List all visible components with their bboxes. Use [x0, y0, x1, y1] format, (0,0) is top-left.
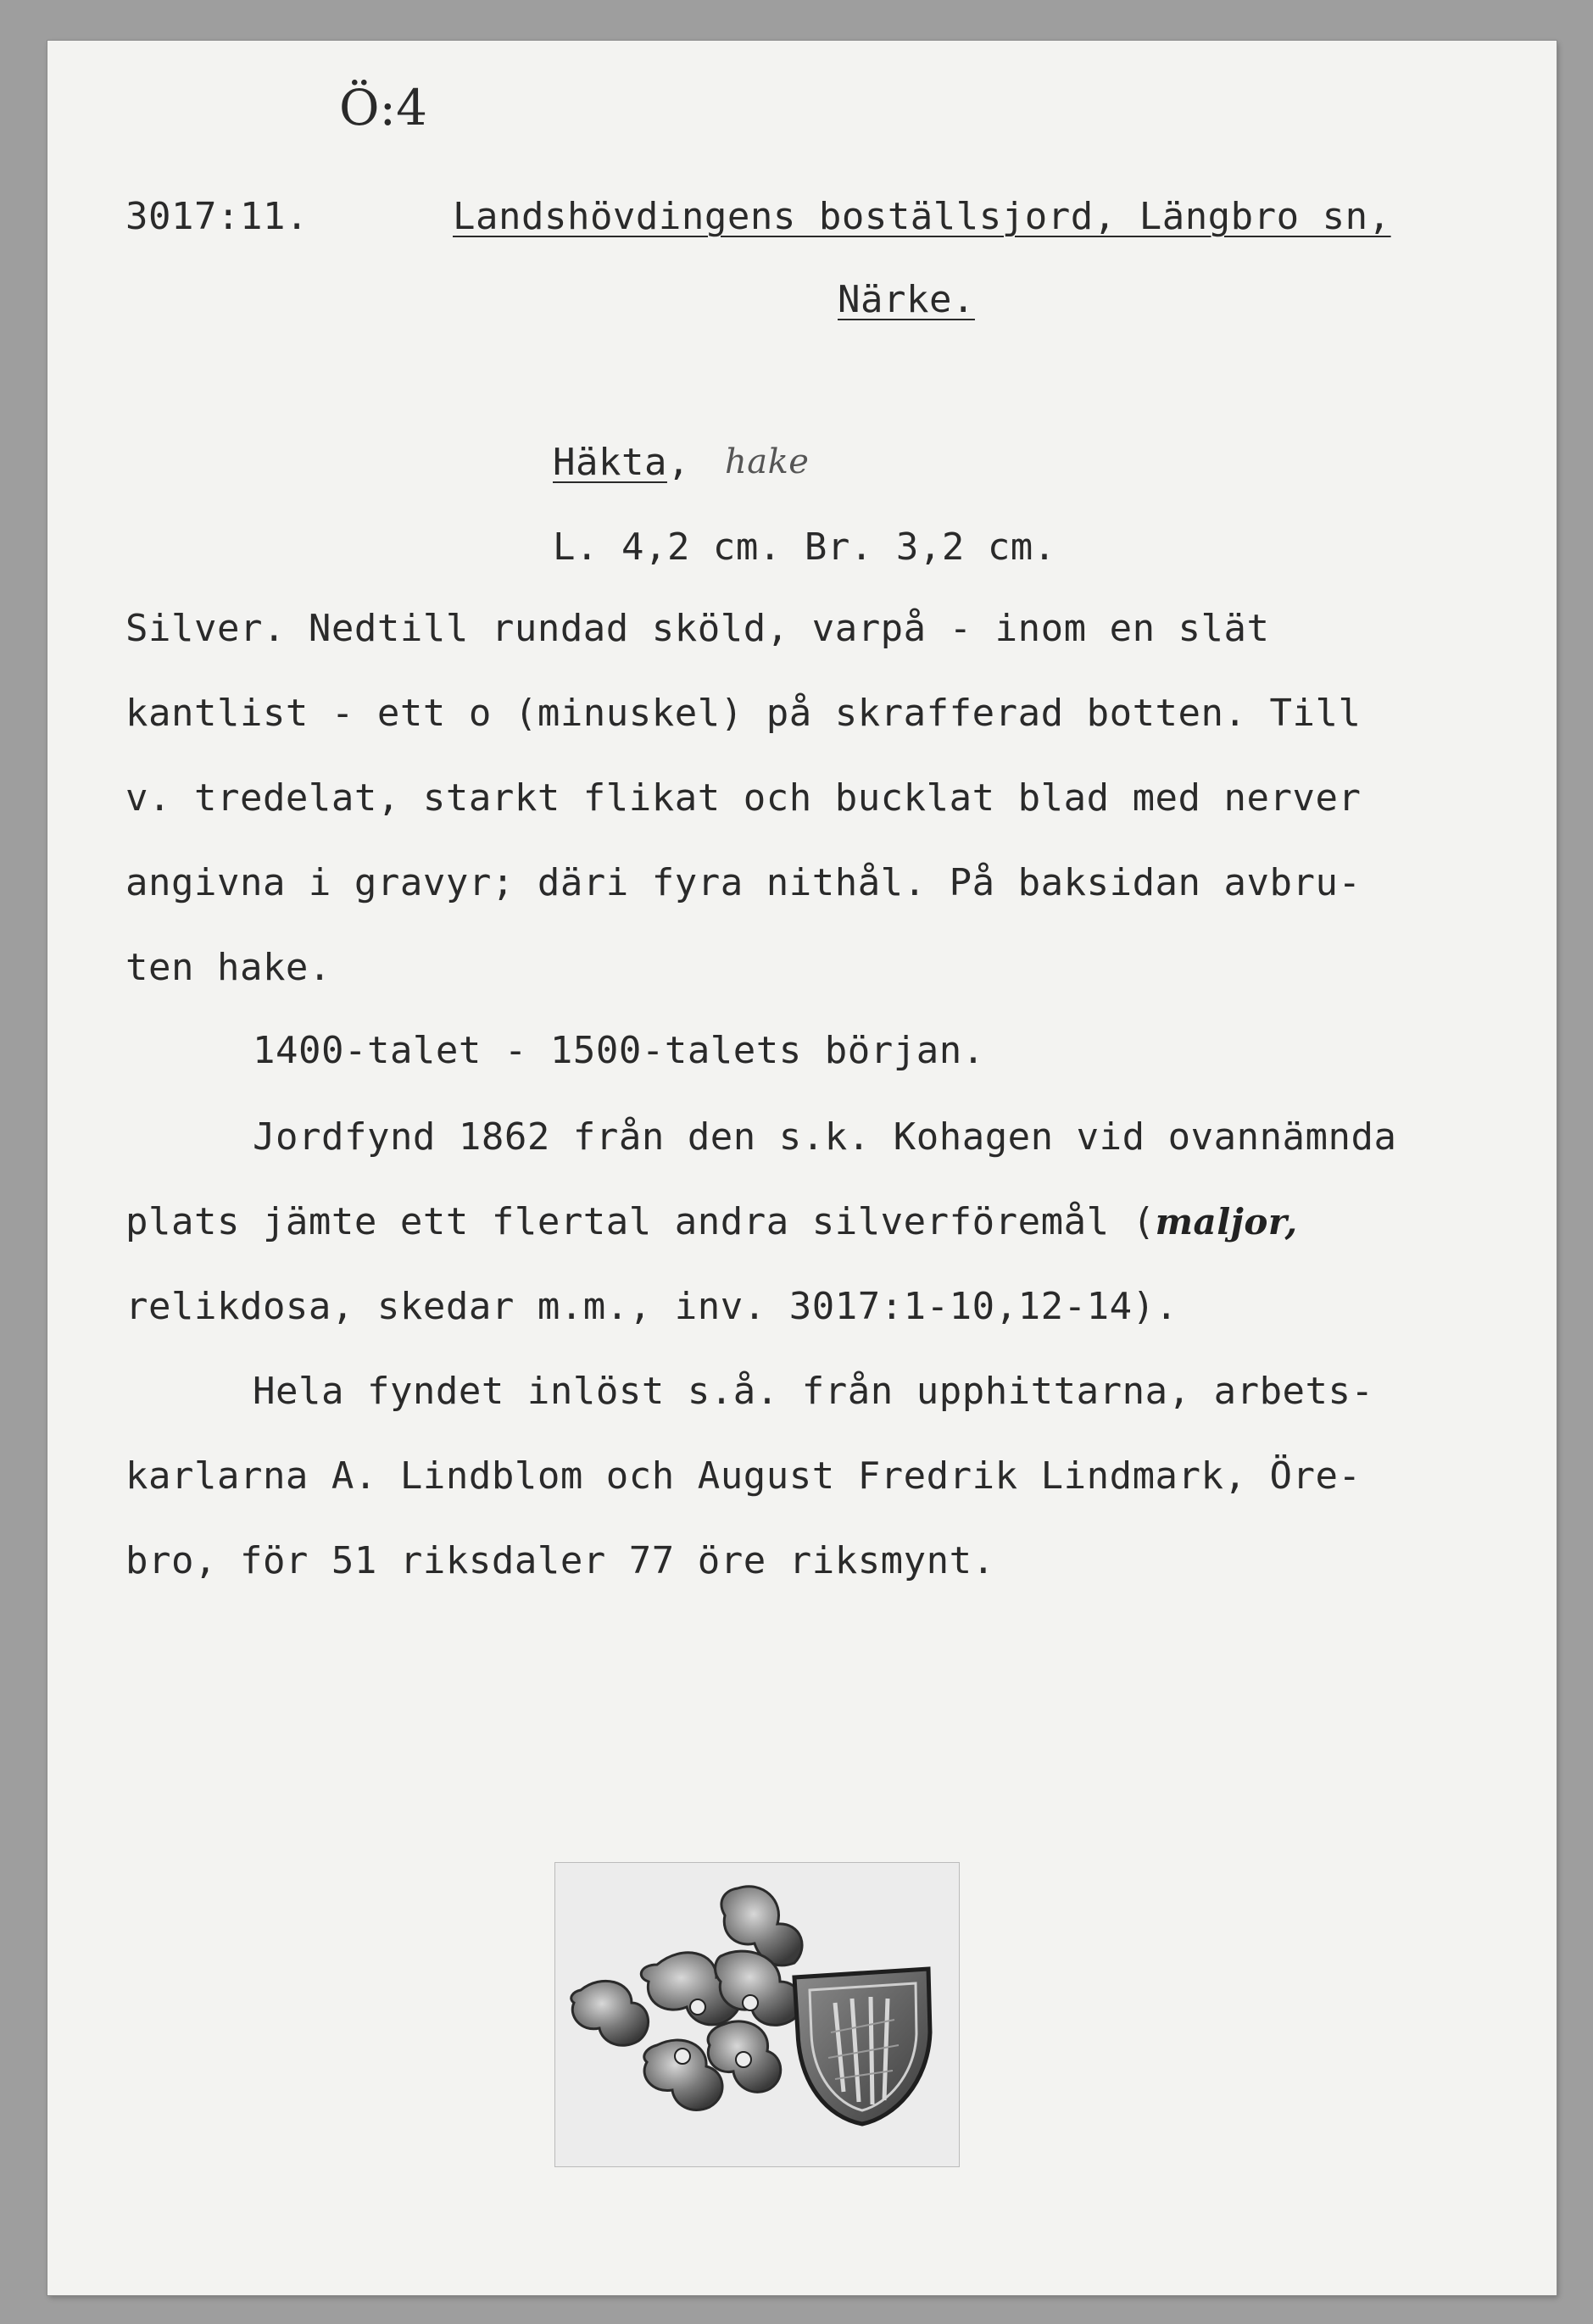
find-line-1: Jordfynd 1862 från den s.k. Kohagen vid ovannämnda: [253, 1115, 1397, 1159]
acquisition-line: karlarna A. Lindblom och August Fredrik Lindmark, Öre-: [125, 1454, 1362, 1498]
object-photo: [555, 1863, 959, 2166]
find-line-2-text: plats jämte ett flertal andra silverföremål (: [125, 1200, 1156, 1243]
find-line-3: relikdosa, skedar m.m., inv. 3017:1-10,12-14).: [125, 1285, 1178, 1328]
description-line: kantlist - ett o (minuskel) på skrafferad botten. Till: [125, 692, 1362, 735]
object-name-handwritten: hake: [724, 442, 810, 481]
object-name-separator: ,: [666, 441, 690, 484]
acquisition-line: Hela fyndet inlöst s.å. från upphittarna, arbets-: [253, 1370, 1374, 1413]
inventory-number: 3017:11.: [125, 195, 309, 238]
dating: 1400-talet - 1500-talets början.: [253, 1029, 985, 1072]
find-line-2-handwritten: maljor,: [1155, 1201, 1298, 1243]
description-line: ten hake.: [125, 946, 331, 989]
location-line-2: Närke.: [838, 278, 975, 321]
object-name-line: [553, 441, 810, 484]
description-line: v. tredelat, starkt flikat och bucklat blad med nerver: [125, 776, 1362, 820]
dimensions: L. 4,2 cm. Br. 3,2 cm.: [553, 525, 1056, 569]
description-line: angivna i gravyr; däri fyra nithål. På baksidan avbru-: [125, 861, 1362, 904]
location-line-1: Landshövdingens boställsjord, Längbro sn,: [453, 195, 1391, 238]
clasp-illustration: [555, 1863, 959, 2166]
acquisition-line: bro, för 51 riksdaler 77 öre riksmynt.: [125, 1539, 995, 1582]
object-name: Häkta: [553, 441, 667, 484]
description-line: Silver. Nedtill rundad sköld, varpå - inom en slät: [125, 607, 1270, 650]
find-line-2: [125, 1200, 1298, 1243]
shelf-mark: Ö:4: [339, 79, 427, 136]
